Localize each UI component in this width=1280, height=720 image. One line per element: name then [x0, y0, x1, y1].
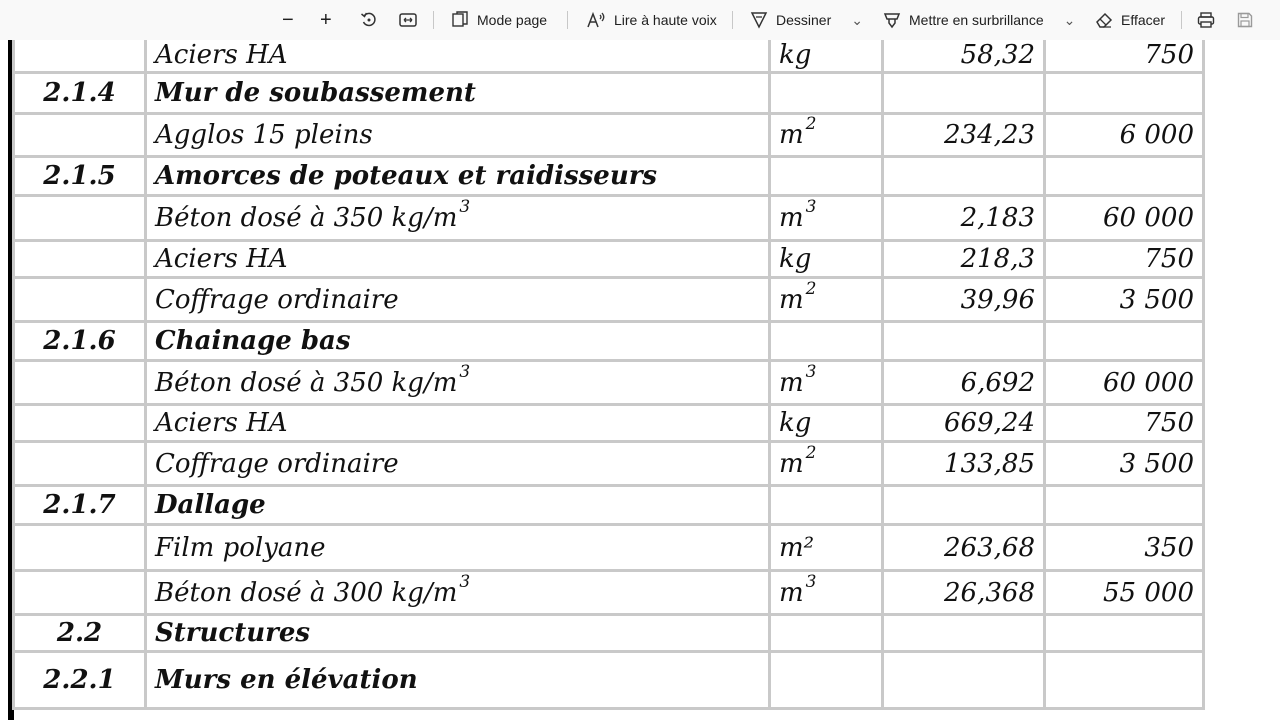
chevron-down-icon[interactable]: ⌄	[851, 11, 863, 28]
designation-cell	[146, 652, 770, 709]
section-row	[14, 615, 1204, 652]
chevron-down-icon[interactable]: ⌄	[1063, 11, 1076, 28]
unit-cell	[770, 405, 883, 442]
unit-cell	[770, 322, 883, 361]
unit-price-cell	[1045, 652, 1204, 709]
quantity-cell	[883, 652, 1045, 709]
quantity-cell	[883, 615, 1045, 652]
unit-text: kg	[779, 408, 812, 438]
draw-button[interactable]	[750, 0, 863, 40]
item-number: 2.2.1	[14, 652, 146, 709]
item-number	[14, 525, 146, 571]
minus-icon: −	[282, 8, 294, 31]
item-number	[14, 40, 146, 73]
zoom-in-button[interactable]	[320, 0, 332, 40]
unit-exponent: 3	[805, 571, 817, 592]
designation-text: Coffrage ordinaire	[155, 448, 399, 479]
table-row	[14, 278, 1204, 322]
item-number	[14, 114, 146, 157]
draw-label: Dessiner	[776, 12, 832, 28]
erase-label: Effacer	[1121, 12, 1166, 28]
rotate-icon	[360, 11, 378, 29]
table-row	[14, 405, 1204, 442]
designation-cell	[146, 114, 770, 157]
section-row	[14, 652, 1204, 709]
designation-cell	[146, 405, 770, 442]
designation-text: Agglos 15 pleins	[155, 120, 373, 150]
unit-price-cell: 55 000	[1045, 571, 1204, 615]
designation-exponent: 3	[459, 361, 471, 382]
unit-text: m	[779, 577, 804, 608]
unit-price-cell: 60 000	[1045, 196, 1204, 241]
unit-exponent: 3	[805, 361, 817, 382]
quantity-price-table	[12, 40, 1205, 710]
designation-text: Béton dosé à 350 kg/m	[155, 367, 458, 398]
table-row	[14, 442, 1204, 486]
unit-price-cell: 750	[1045, 40, 1204, 73]
designation-cell	[146, 442, 770, 486]
highlight-button[interactable]	[883, 0, 1075, 40]
unit-cell	[770, 652, 883, 709]
designation-cell	[146, 241, 770, 278]
table-row	[14, 241, 1204, 278]
item-number	[14, 196, 146, 241]
unit-cell	[770, 196, 883, 241]
unit-text: kg	[779, 244, 812, 274]
unit-text: m	[779, 120, 804, 150]
unit-price-cell	[1045, 73, 1204, 114]
quantity-cell: 6,692	[883, 361, 1045, 405]
table-row	[14, 40, 1204, 73]
item-number	[14, 361, 146, 405]
quantity-cell: 669,24	[883, 405, 1045, 442]
unit-exponent: 2	[805, 114, 817, 134]
unit-cell	[770, 525, 883, 571]
designation-cell	[146, 361, 770, 405]
designation-text: Béton dosé à 350 kg/m	[155, 203, 458, 233]
fit-width-icon	[399, 12, 417, 28]
unit-price-cell: 750	[1045, 405, 1204, 442]
read-aloud-icon	[586, 11, 606, 29]
unit-cell	[770, 442, 883, 486]
quantity-cell	[883, 157, 1045, 196]
table-row	[14, 525, 1204, 571]
quantity-cell	[883, 322, 1045, 361]
eraser-icon	[1095, 11, 1113, 29]
unit-price-cell	[1045, 615, 1204, 652]
designation-text: Aciers HA	[155, 40, 288, 70]
read-aloud-label: Lire à haute voix	[614, 12, 717, 28]
designation-exponent: 3	[459, 571, 471, 592]
item-number: 2.1.6	[14, 322, 146, 361]
unit-price-cell	[1045, 157, 1204, 196]
item-number: 2.1.7	[14, 486, 146, 525]
unit-text: kg	[779, 40, 812, 70]
designation-exponent: 3	[459, 197, 471, 217]
quantity-cell: 2,183	[883, 196, 1045, 241]
unit-price-cell	[1045, 486, 1204, 525]
quantity-cell	[883, 486, 1045, 525]
unit-price-cell	[1045, 322, 1204, 361]
quantity-cell: 39,96	[883, 278, 1045, 322]
unit-cell	[770, 157, 883, 196]
unit-price-cell: 3 500	[1045, 442, 1204, 486]
table-row	[14, 361, 1204, 405]
designation-cell	[146, 486, 770, 525]
designation-text: Coffrage ordinaire	[155, 284, 399, 315]
page-mode-icon	[451, 11, 469, 29]
unit-price-cell: 6 000	[1045, 114, 1204, 157]
save-button[interactable]	[1237, 0, 1253, 40]
unit-text: m	[779, 284, 804, 315]
unit-price-cell: 60 000	[1045, 361, 1204, 405]
designation-text: Aciers HA	[155, 408, 288, 438]
unit-cell	[770, 241, 883, 278]
pdf-document-viewport[interactable]	[0, 40, 1280, 720]
item-number: 2.2	[14, 615, 146, 652]
printer-icon	[1197, 11, 1215, 29]
erase-button[interactable]	[1095, 0, 1165, 40]
print-button[interactable]	[1197, 0, 1215, 40]
unit-exponent: 3	[805, 197, 817, 217]
designation-text: Film polyane	[155, 532, 326, 563]
zoom-out-button[interactable]	[282, 0, 294, 40]
unit-price-cell: 750	[1045, 241, 1204, 278]
item-number	[14, 241, 146, 278]
item-number	[14, 405, 146, 442]
designation-text: Aciers HA	[155, 244, 288, 274]
read-aloud-button[interactable]	[586, 0, 717, 40]
table-row	[14, 196, 1204, 241]
designation-cell	[146, 157, 770, 196]
table-row	[14, 571, 1204, 615]
unit-cell	[770, 571, 883, 615]
mode-page-label: Mode page	[477, 12, 548, 28]
unit-cell	[770, 615, 883, 652]
section-row	[14, 157, 1204, 196]
quantity-cell: 133,85	[883, 442, 1045, 486]
unit-text: m	[779, 367, 804, 398]
unit-cell	[770, 40, 883, 73]
highlight-label: Mettre en surbrillance	[909, 12, 1044, 28]
designation-cell	[146, 40, 770, 73]
save-icon	[1237, 12, 1253, 28]
designation-text: Murs en élévation	[155, 665, 418, 695]
item-number	[14, 278, 146, 322]
unit-cell	[770, 114, 883, 157]
designation-cell	[146, 525, 770, 571]
unit-cell	[770, 278, 883, 322]
designation-text: Béton dosé à 300 kg/m	[155, 577, 458, 608]
quantity-cell	[883, 73, 1045, 114]
quantity-cell: 263,68	[883, 525, 1045, 571]
designation-text: Chainage bas	[155, 326, 351, 356]
unit-price-cell: 350	[1045, 525, 1204, 571]
unit-exponent: 2	[805, 278, 817, 299]
designation-text: Mur de soubassement	[155, 78, 476, 108]
unit-text: m	[779, 448, 804, 479]
mode-page-button[interactable]	[451, 0, 547, 40]
unit-price-cell: 3 500	[1045, 278, 1204, 322]
unit-cell	[770, 361, 883, 405]
quantity-cell: 26,368	[883, 571, 1045, 615]
item-number: 2.1.4	[14, 73, 146, 114]
item-number: 2.1.5	[14, 157, 146, 196]
designation-text: Dallage	[155, 490, 266, 520]
table-row	[14, 114, 1204, 157]
highlighter-icon	[883, 11, 901, 29]
item-number	[14, 442, 146, 486]
quantity-cell: 234,23	[883, 114, 1045, 157]
designation-cell	[146, 278, 770, 322]
designation-cell	[146, 322, 770, 361]
designation-cell	[146, 73, 770, 114]
unit-cell	[770, 486, 883, 525]
unit-text: m²	[779, 532, 815, 563]
item-number	[14, 571, 146, 615]
section-row	[14, 486, 1204, 525]
designation-text: Structures	[155, 618, 311, 648]
fit-width-button[interactable]	[399, 0, 417, 40]
designation-cell	[146, 571, 770, 615]
section-row	[14, 73, 1204, 114]
designation-cell	[146, 196, 770, 241]
pdf-toolbar	[0, 0, 1280, 40]
unit-text: m	[779, 203, 804, 233]
section-row	[14, 322, 1204, 361]
draw-icon	[750, 11, 768, 29]
quantity-cell: 58,32	[883, 40, 1045, 73]
quantity-cell: 218,3	[883, 241, 1045, 278]
designation-text: Amorces de poteaux et raidisseurs	[155, 161, 658, 191]
designation-cell	[146, 615, 770, 652]
rotate-button[interactable]	[360, 0, 378, 40]
unit-exponent: 2	[805, 442, 817, 463]
plus-icon: +	[320, 8, 332, 31]
unit-cell	[770, 73, 883, 114]
